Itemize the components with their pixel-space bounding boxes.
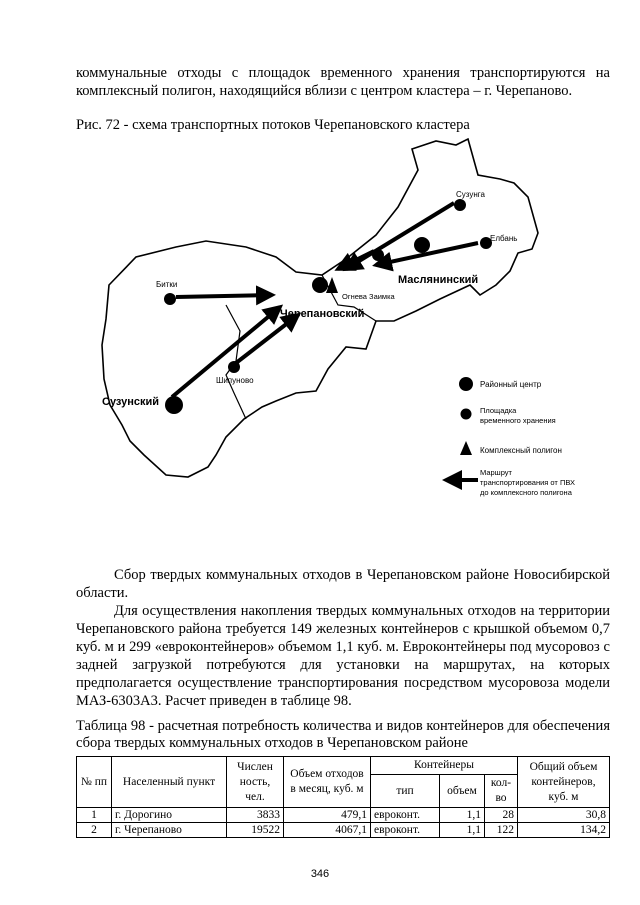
cell-type: евроконт.	[371, 808, 440, 823]
legend-polygon-icon	[460, 441, 472, 455]
table-caption: Таблица 98 - расчетная потребность количества и видов контейнеров для обеспечения сбора твердых коммунальных отходов в Черепановском районе	[76, 718, 610, 751]
header-count: кол-во	[485, 775, 518, 808]
district-center-marker	[165, 396, 183, 414]
route-arrow	[236, 315, 298, 363]
legend-route-label: транспортирования от ПВХ	[480, 478, 576, 487]
page-number: 346	[310, 868, 330, 880]
cell-total: 30,8	[518, 808, 610, 823]
legend-storage-icon	[461, 409, 472, 420]
legend-storage-label: Площадка	[480, 406, 517, 415]
cell-cvol: 1,1	[440, 823, 485, 838]
cell-total: 134,2	[518, 823, 610, 838]
header-num: № пп	[77, 757, 112, 808]
district-label: Сузунский	[102, 396, 160, 408]
header-settlement: Населенный пункт	[112, 757, 227, 808]
cell-count: 122	[485, 823, 518, 838]
cell-type: евроконт.	[371, 823, 440, 838]
cell-settlement: г. Черепаново	[112, 823, 227, 838]
storage-site-marker	[164, 293, 176, 305]
legend-polygon-label: Комплексный полигон	[480, 446, 562, 455]
cell-num: 1	[77, 808, 112, 823]
place-label: Битки	[156, 280, 178, 289]
header-cvol: объем	[440, 775, 485, 808]
route-arrow	[176, 295, 272, 297]
place-label: Сузунга	[456, 190, 485, 199]
legend-center-label: Районный центр	[480, 380, 542, 389]
header-population: Числен ность, чел.	[227, 757, 284, 808]
paragraph-collection: Сбор твердых коммунальных отходов в Черепановском районе Новосибирской области.	[76, 567, 610, 601]
legend-route-label: до комплексного полигона	[480, 488, 572, 497]
district-label: Маслянинский	[398, 274, 479, 286]
intro-paragraph: коммунальные отходы с площадок временного хранения транспортируются на комплексный полигон, находящийся вблизи с центром кластера – г. Черепаново.	[76, 65, 610, 99]
cell-population: 19522	[227, 823, 284, 838]
header-total: Общий объем контейнеров, куб. м	[518, 757, 610, 808]
table-row	[77, 823, 610, 838]
table-row	[77, 808, 610, 823]
cell-population: 3833	[227, 808, 284, 823]
header-type: тип	[371, 775, 440, 808]
header-volume: Объем отходов в месяц, куб. м	[284, 757, 371, 808]
district-label: Черепановский	[280, 308, 365, 320]
cell-settlement: г. Дорогино	[112, 808, 227, 823]
storage-site-marker	[372, 249, 384, 261]
cell-cvol: 1,1	[440, 808, 485, 823]
place-label: Огнева Заимка	[342, 292, 395, 301]
storage-site-marker	[228, 361, 240, 373]
cell-num: 2	[77, 823, 112, 838]
place-label: Шипуново	[216, 376, 254, 385]
map-legend	[446, 377, 575, 497]
header-containers: Контейнеры	[371, 757, 518, 775]
cluster-map	[76, 135, 576, 555]
district-center-marker	[312, 277, 328, 293]
storage-site-marker	[454, 199, 466, 211]
legend-route-label: Маршрут	[480, 468, 512, 477]
paragraph-containers: Для осуществления накопления твердых коммунальных отходов на территории Черепановского района требуется 149 железных контейнеров с крышкой объемом 0,7 куб. м и 299 «евроконтейнеров» объемом 1,1 куб. м. Евроконтейнеры под мусоровоз с задней загрузкой потребуются для установки на маршрутах, на которых предполагается осуществление транспортирования посредством мусоровоза модели МАЗ-6303А3. Расчет приведен в таблице 98.	[76, 603, 610, 709]
figure-caption: Рис. 72 - схема транспортных потоков Черепановского кластера	[76, 117, 470, 133]
cell-volume: 479,1	[284, 808, 371, 823]
legend-center-icon	[459, 377, 473, 391]
place-label: Елбань	[490, 234, 518, 243]
district-center-marker	[414, 237, 430, 253]
cell-count: 28	[485, 808, 518, 823]
containers-table	[76, 756, 610, 838]
legend-storage-label: временного хранения	[480, 416, 556, 425]
cell-volume: 4067,1	[284, 823, 371, 838]
